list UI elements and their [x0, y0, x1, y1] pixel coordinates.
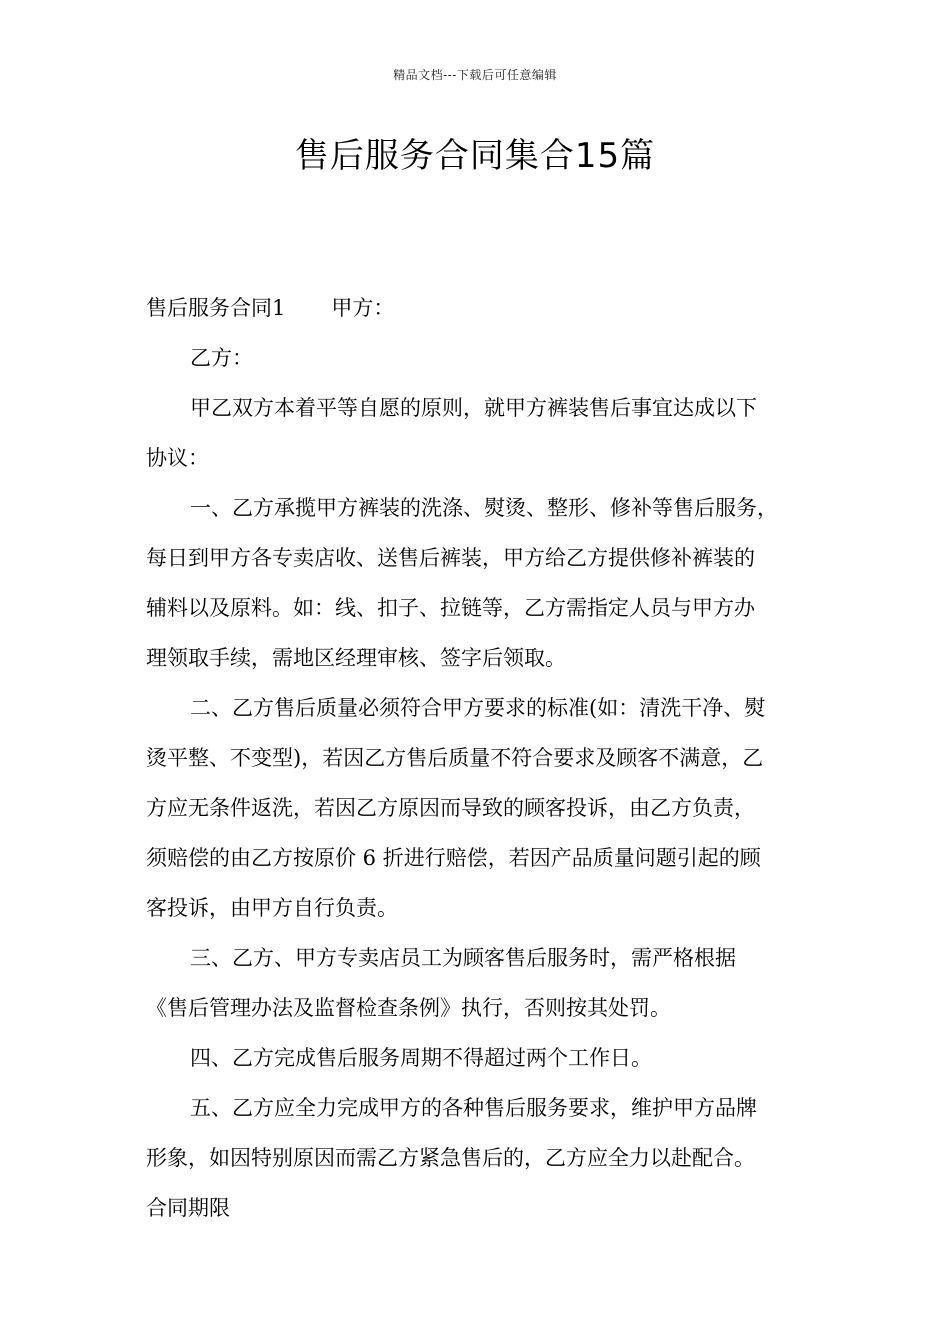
intro-line-2: 协议： [146, 446, 209, 470]
clause-2-line-4: 须赔偿的由乙方按原价 6 折进行赔偿，若因产品质量问题引起的顾 [146, 846, 761, 870]
page-header: 精品文档---下载后可任意编辑 [393, 68, 557, 82]
party-b-label: 乙方： [190, 346, 253, 370]
clause-1-line-4: 理领取手续，需地区经理审核、签字后领取。 [146, 646, 566, 670]
party-a-label: 甲方： [331, 296, 395, 320]
clause-1-line-2: 每日到甲方各专卖店收、送售后裤装，甲方给乙方提供修补裤装的 [146, 546, 755, 570]
clause-3-line-2: 《售后管理办法及监督检查条例》执行，否则按其处罚。 [146, 996, 671, 1020]
document-title: 售后服务合同集合15篇 [294, 136, 656, 176]
clause-2-line-1: 二、乙方售后质量必须符合甲方要求的标准(如：清洗干净、熨 [190, 696, 766, 720]
document-body [146, 283, 818, 1233]
clause-5-line-2: 形象，如因特别原因而需乙方紧急售后的，乙方应全力以赴配合。 [146, 1146, 755, 1170]
intro-line-1: 甲乙双方本着平等自愿的原则，就甲方裤装售后事宜达成以下 [190, 396, 757, 420]
clause-1-line-1: 一、乙方承揽甲方裤装的洗涤、熨烫、整形、修补等售后服务， [190, 496, 778, 520]
clause-3-line-1: 三、乙方、甲方专卖店员工为顾客售后服务时，需严格根据 [190, 946, 736, 970]
clause-2-line-5: 客投诉，由甲方自行负责。 [146, 896, 398, 920]
term-heading: 合同期限 [146, 1196, 230, 1220]
clause-2-line-2: 烫平整、不变型)，若因乙方售后质量不符合要求及顾客不满意，乙 [146, 746, 764, 770]
clause-1-line-3: 辅料以及原料。如：线、扣子、拉链等，乙方需指定人员与甲方办 [146, 596, 755, 620]
clause-5-line-1: 五、乙方应全力完成甲方的各种售后服务要求，维护甲方品牌 [190, 1096, 757, 1120]
section-heading: 售后服务合同1 [146, 296, 286, 320]
section-heading-line [146, 283, 818, 333]
clause-2-line-3: 方应无条件返洗，若因乙方原因而导致的顾客投诉，由乙方负责， [146, 796, 755, 820]
clause-4-line-1: 四、乙方完成售后服务周期不得超过两个工作日。 [190, 1046, 652, 1070]
